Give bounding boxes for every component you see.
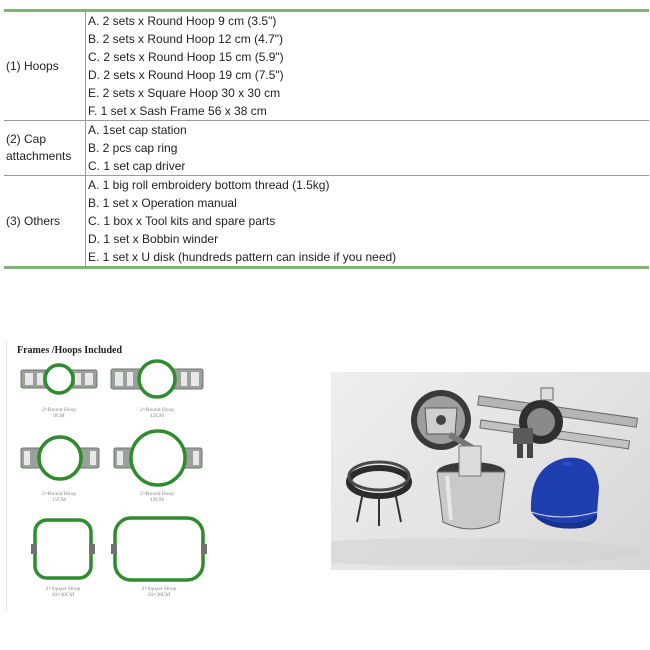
list-item: D. 2 sets x Round Hoop 19 cm (7.5") [88,68,284,82]
hoop-caption: 2×Round Hoop 12CM [139,407,175,419]
cap-station-image [411,390,475,451]
accessories-table [4,9,649,269]
round-hoop-9cm-image [19,362,99,396]
list-item: C. 1 set cap driver [88,159,186,173]
list-item: B. 1 set x Operation manual [88,196,237,210]
cap-ring-image [349,462,409,526]
category-cell: (1) Hoops [4,11,86,121]
round-hoop-12cm-image [109,358,205,400]
cap-attachments-photo [331,372,650,570]
hoops-figure [6,340,221,610]
items-cell [86,176,650,268]
hoop-caption: 2×Round Hoop 15CM [41,491,77,503]
list-item: E. 2 sets x Square Hoop 30 x 30 cm [88,86,281,100]
table-row-hoops [4,11,649,121]
hoop-caption: 2×Square Hoop 30×30CM [45,586,81,598]
list-item: C. 2 sets x Round Hoop 15 cm (5.9") [88,50,284,64]
round-hoop-15cm-image [19,434,101,482]
cap-frame-image [437,446,505,529]
list-item: B. 2 pcs cap ring [88,141,178,155]
list-item: D. 1 set x Bobbin winder [88,232,219,246]
list-item: B. 2 sets x Round Hoop 12 cm (4.7") [88,32,284,46]
category-cell: (3) Others [4,176,86,268]
list-item: C. 1 box x Tool kits and spare parts [88,214,276,228]
sash-frame-56x38-image [111,514,207,584]
list-item: A. 2 sets x Round Hoop 9 cm (3.5") [88,14,277,28]
list-item: A. 1 big roll embroidery bottom thread (1.5kg) [88,178,330,192]
hoop-caption: 2×Round Hoop 9CM [41,407,77,419]
hoops-figure-title: Frames /Hoops Included [17,345,123,356]
blue-cap-image [531,458,599,529]
hoop-caption: 2×Square Hoop 56×38CM [141,586,177,598]
items-cell [86,121,650,176]
list-item: F. 1 set x Sash Frame 56 x 38 cm [88,104,267,118]
items-cell [86,11,650,121]
list-item: E. 1 set x U disk (hundreds pattern can inside if you need) [88,250,397,264]
square-hoop-30x30-image [31,516,95,582]
table-row-cap-attachments [4,121,649,176]
table-row-others [4,176,649,268]
category-cell: (2) Cap attachments [4,121,86,176]
list-item: A. 1set cap station [88,123,187,137]
round-hoop-19cm-image [112,428,204,488]
hoop-caption: 2×Round Hoop 19CM [139,491,175,503]
cap-driver-image [478,388,638,458]
